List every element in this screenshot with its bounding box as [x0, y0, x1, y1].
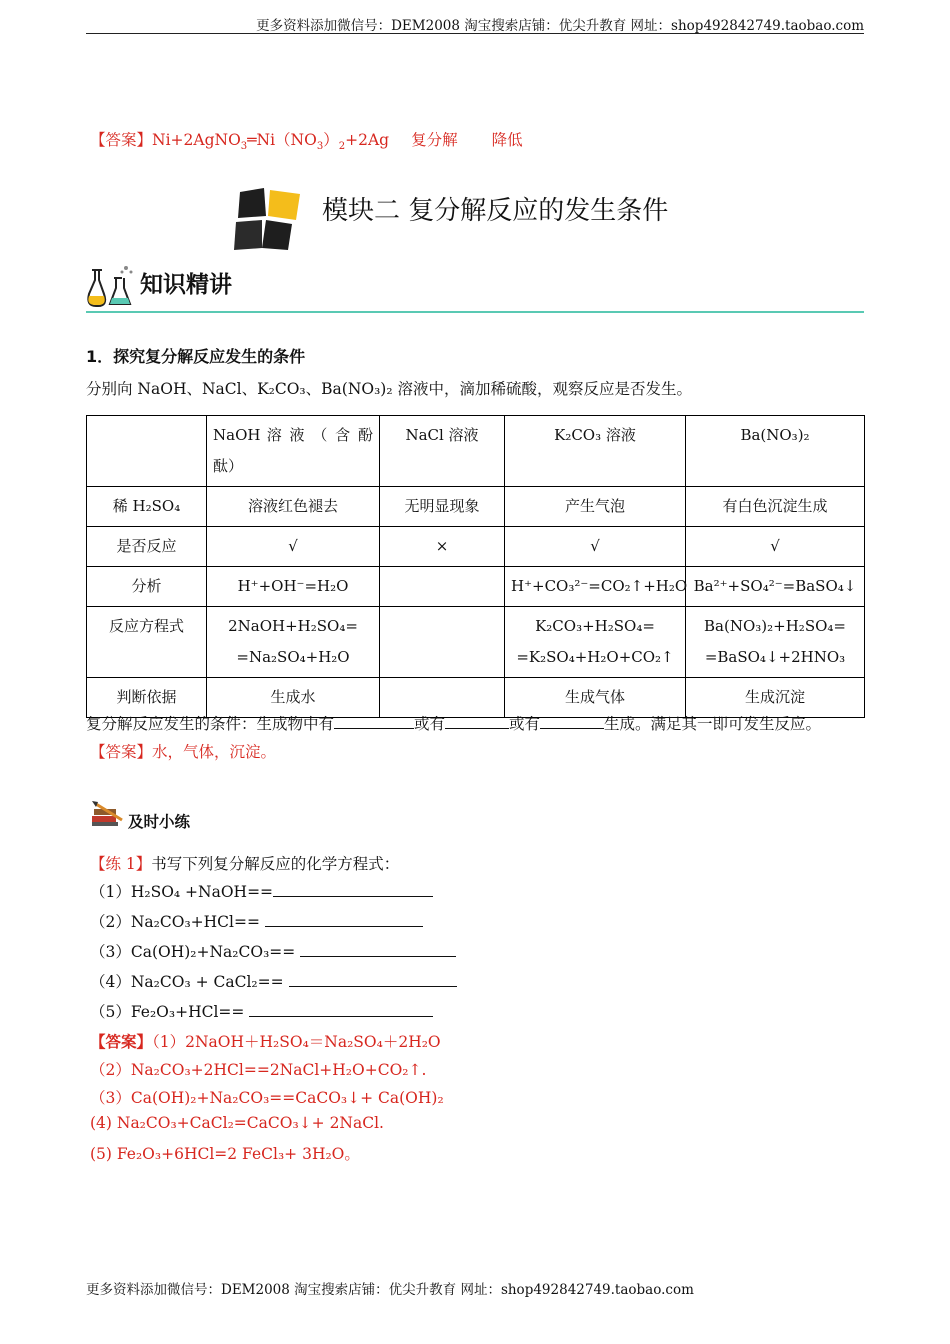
table-cell: H⁺+OH⁻=H₂O	[207, 567, 380, 607]
module-squares-icon	[232, 186, 304, 252]
row-label: 分析	[87, 567, 207, 607]
row-label: 稀 H₂SO₄	[87, 487, 207, 527]
books-pencil-icon	[90, 798, 124, 828]
answer-eq-c: ）	[323, 131, 339, 149]
table-cell: 产生气泡	[505, 487, 686, 527]
table-cell: K₂CO₃+H₂SO₄= =K₂SO₄+H₂O+CO₂↑	[505, 607, 686, 678]
blank-1[interactable]	[334, 714, 414, 729]
reaction-table	[86, 415, 865, 718]
answer-eq-sub2: 3	[316, 141, 324, 153]
answer-label: 【答案】	[90, 131, 153, 149]
exercise-text: 书写下列复分解反应的化学方程式：	[151, 855, 400, 873]
table-cell: Ba²⁺+SO₄²⁻=BaSO₄↓	[686, 567, 865, 607]
answer-eq-b: ═Ni（NO	[247, 131, 317, 149]
condition-part-c: 或有	[509, 715, 541, 733]
col-header: NaOH 溶 液 （ 含 酚 酞）	[207, 416, 380, 487]
row-label: 是否反应	[87, 527, 207, 567]
table-cell: √	[686, 527, 865, 567]
answer-line: (4) Na₂CO₃+CaCl₂=CaCO₃↓+ 2NaCl.	[90, 1114, 384, 1132]
answer-label: 【答案】	[90, 1032, 153, 1051]
answer-eq-d: +2Ag	[345, 131, 390, 149]
condition-part-a: 复分解反应发生的条件：生成物中有	[86, 715, 335, 733]
exercise-item-text: （2）Na₂CO₃+HCl==	[90, 913, 260, 931]
answer-eq-a: Ni+2AgNO	[152, 131, 241, 149]
exercise-item-text: （4）Na₂CO₃ + CaCl₂==	[90, 973, 284, 991]
row-label: 判断依据	[87, 678, 207, 718]
table-row	[87, 527, 865, 567]
exercise-label: 【练 1】	[90, 855, 152, 873]
answer-change: 降低	[491, 131, 523, 149]
condition-part-b: 或有	[414, 715, 446, 733]
answer-label: 【答案】	[90, 743, 153, 761]
flask-icon	[86, 262, 136, 310]
answer-line	[90, 1030, 441, 1052]
col-header: K₂CO₃ 溶液	[505, 416, 686, 487]
table-cell	[87, 416, 207, 487]
table-cell: 生成沉淀	[686, 678, 865, 718]
table-cell: 溶液红色褪去	[207, 487, 380, 527]
table-cell: √	[207, 527, 380, 567]
table-cell: 无明显现象	[380, 487, 505, 527]
table-row	[87, 487, 865, 527]
header-divider	[86, 33, 864, 34]
blank-3[interactable]	[540, 714, 604, 729]
exercise-item	[90, 910, 423, 932]
answer-text: 水，气体，沉淀。	[152, 743, 277, 761]
table-row	[87, 416, 865, 487]
exercise-prompt	[90, 852, 399, 874]
col-header: NaCl 溶液	[380, 416, 505, 487]
answer-eq-sub1: 3	[240, 141, 248, 153]
exercise-item	[90, 880, 433, 902]
table-cell	[380, 567, 505, 607]
answer-mid	[90, 740, 276, 762]
blank-ex1[interactable]	[273, 882, 433, 897]
heading-1: 1．探究复分解反应发生的条件	[86, 347, 306, 366]
intro-text: 分别向 NaOH、NaCl、K₂CO₃、Ba(NO₃)₂ 溶液中，滴加稀硫酸，观察反应是否发生。	[86, 380, 693, 398]
table-cell: 有白色沉淀生成	[686, 487, 865, 527]
exercise-item	[90, 940, 456, 962]
exercise-item	[90, 1000, 433, 1022]
col-header: Ba(NO₃)₂	[686, 416, 865, 487]
answer-text: （1）2NaOH＋H₂SO₄＝Na₂SO₄＋2H₂O	[152, 1033, 441, 1051]
page-header: 更多资料添加微信号：DEM2008 淘宝搜索店铺：优尖升教育 网址：shop492842749.taobao.com	[256, 18, 864, 34]
table-cell: 2NaOH+H₂SO₄= =Na₂SO₄+H₂O	[207, 607, 380, 678]
table-cell: 生成气体	[505, 678, 686, 718]
table-cell: Ba(NO₃)₂+H₂SO₄= =BaSO₄↓+2HNO₃	[686, 607, 865, 678]
module-title: 模块二 复分解反应的发生条件	[322, 196, 669, 226]
table-cell	[380, 607, 505, 678]
exercise-item	[90, 970, 457, 992]
practice-title: 及时小练	[128, 813, 191, 831]
condition-text	[86, 712, 821, 734]
table-row	[87, 567, 865, 607]
section-title: 知识精讲	[140, 272, 232, 298]
table-cell: 生成水	[207, 678, 380, 718]
table-cell: H⁺+CO₃²⁻=CO₂↑+H₂O	[505, 567, 686, 607]
answer-eq-sub3: 2	[338, 141, 346, 153]
page-footer: 更多资料添加微信号：DEM2008 淘宝搜索店铺：优尖升教育 网址：shop492842749.taobao.com	[86, 1282, 694, 1298]
row-label: 反应方程式	[87, 607, 207, 678]
table-cell: ×	[380, 527, 505, 567]
answer-type: 复分解	[411, 131, 458, 149]
answer-line: （3）Ca(OH)₂+Na₂CO₃==CaCO₃↓+ Ca(OH)₂	[90, 1089, 444, 1107]
answer-top	[90, 128, 523, 153]
table-row	[87, 607, 865, 678]
blank-ex4[interactable]	[289, 972, 457, 987]
condition-part-d: 生成。满足其一即可发生反应。	[604, 715, 822, 733]
answer-line: （2）Na₂CO₃+2HCl==2NaCl+H₂O+CO₂↑.	[90, 1061, 427, 1079]
blank-2[interactable]	[445, 714, 509, 729]
blank-ex5[interactable]	[249, 1002, 433, 1017]
blank-ex2[interactable]	[265, 912, 423, 927]
exercise-item-text: （3）Ca(OH)₂+Na₂CO₃==	[90, 943, 296, 961]
blank-ex3[interactable]	[300, 942, 456, 957]
section-divider	[86, 311, 864, 313]
exercise-item-text: （5）Fe₂O₃+HCl==	[90, 1003, 245, 1021]
answer-line: (5) Fe₂O₃+6HCl=2 FeCl₃+ 3H₂O。	[90, 1145, 360, 1163]
exercise-item-text: （1）H₂SO₄ +NaOH==	[90, 883, 274, 901]
table-cell: √	[505, 527, 686, 567]
